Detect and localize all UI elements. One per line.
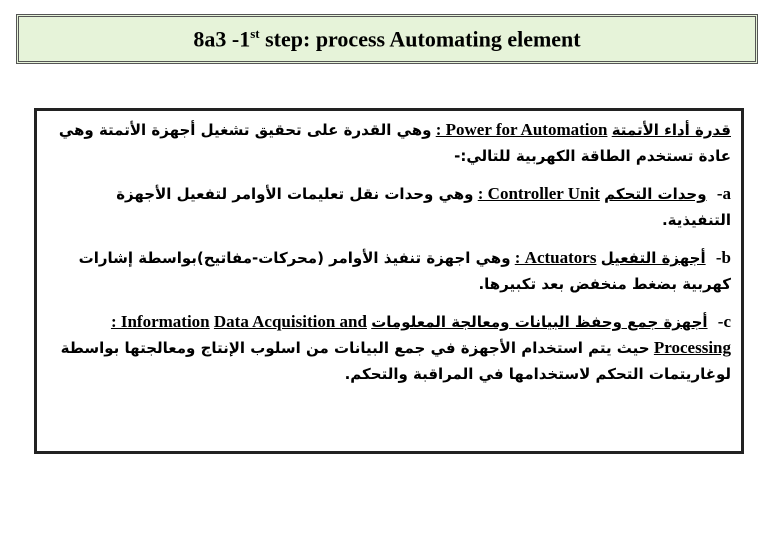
item-b [47,245,731,297]
item-a-term-ar: وحدات التحكم [604,185,707,203]
content-box [34,108,744,454]
item-c-text: حيث يتم استخدام الأجهزة في جمع البيانات من اسلوب الإنتاج ومعالجتها بواسطة لوغاريتمات التحكم لاستخدامها في المراقبة والتحكم. [60,339,731,383]
item-a [47,181,731,233]
item-b-marker: -b [715,248,731,267]
item-a-marker: -a [716,184,731,203]
item-b-text: وهي اجهزة تنفيذ الأوامر (محركات-مفاتيح)بواسطة إشارات كهربية بضغط منخفض بعد تكبيرها. [78,249,731,293]
intro-paragraph [47,117,731,169]
intro-term-ar: قدرة أداء الأتمتة [611,121,731,139]
item-c [47,309,731,387]
item-b-term-en: : Actuators [514,248,597,267]
item-b-term-ar: أجهزة التفعيل [600,249,706,267]
item-c-term-en-1: Data Acquisition and [213,312,367,331]
item-a-text: وهي وحدات نقل تعليمات الأوامر لتفعيل الأجهزة التنفيذية. [116,185,731,229]
item-c-marker: -c [717,312,731,331]
title-banner [16,14,758,64]
item-c-term-en-2: : Information Processing [110,312,731,357]
intro-text: وهي القدرة على تحقيق تشغيل أجهزة الأتمتة وهي عادة تستخدم الطاقة الكهربية للتالي:- [58,121,731,165]
slide-title: 8a3 -1st step: process Automating element [193,25,581,52]
intro-term-en: : Power for Automation [435,120,608,139]
item-c-term-ar: أجهزة جمع وحفظ البيانات ومعالجة المعلومات [371,313,708,331]
item-a-term-en: : Controller Unit [477,184,600,203]
